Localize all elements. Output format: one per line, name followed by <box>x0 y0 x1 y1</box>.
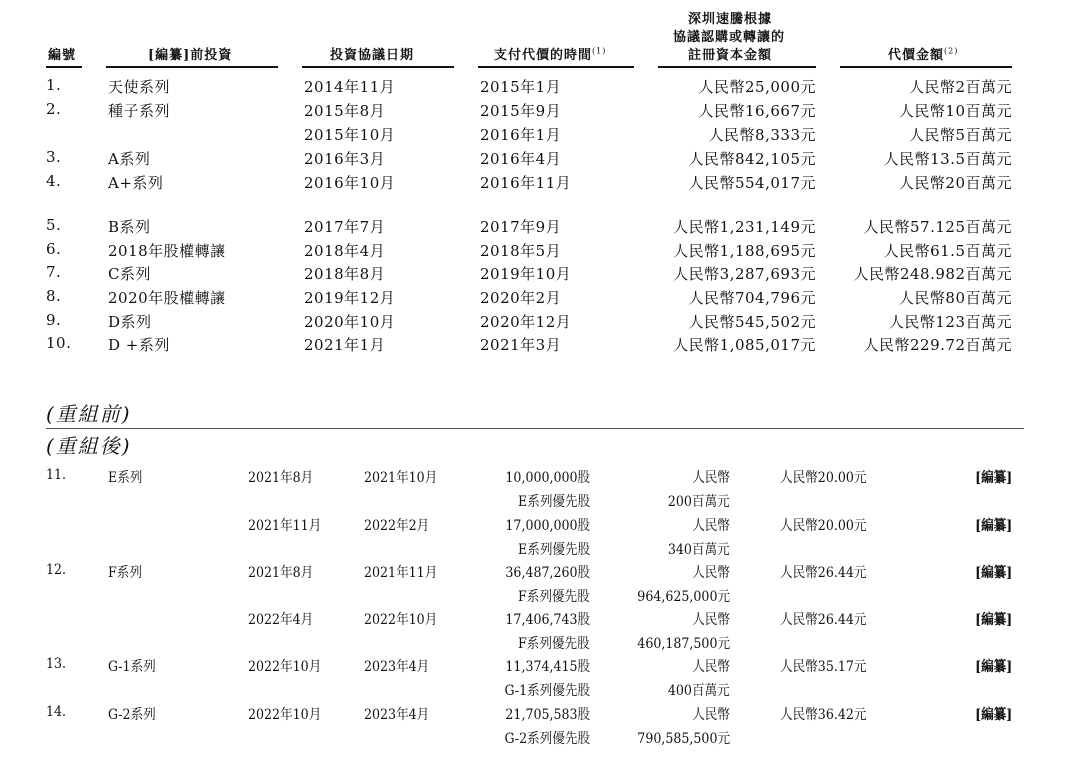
payment-date: 2023年4月 <box>364 659 430 675</box>
payment-date: 2019年10月 <box>480 265 572 283</box>
payment-date: 2016年11月 <box>480 174 572 192</box>
row-number: 7. <box>46 263 62 281</box>
agreement-date: 2014年11月 <box>304 78 396 96</box>
series-name: G-2系列 <box>108 707 156 723</box>
consideration-amount: 人民幣13.5百萬元 <box>883 150 1012 168</box>
series-name: B系列 <box>108 218 151 236</box>
share-type: F系列優先股 <box>518 589 590 605</box>
header-rule-pre-investment <box>106 66 278 68</box>
agreement-date: 2018年4月 <box>304 242 386 260</box>
series-name: E系列 <box>108 470 143 486</box>
agreement-date: 2021年8月 <box>248 470 314 486</box>
payment-date: 2023年4月 <box>364 707 430 723</box>
share-type: E系列優先股 <box>517 542 590 558</box>
share-count: 36,487,260股 <box>505 565 590 581</box>
payment-date: 2016年1月 <box>480 126 562 144</box>
header-rule-consideration <box>840 66 1012 68</box>
agreement-date: 2022年4月 <box>248 612 314 628</box>
section-title-before-reorganization: (重組前) <box>46 402 132 426</box>
share-count: 17,000,000股 <box>505 518 590 534</box>
footnote-1-ref: (1) <box>592 46 607 56</box>
payment-date: 2015年9月 <box>480 102 562 120</box>
consideration-amount: 人民幣5百萬元 <box>908 126 1012 144</box>
subscription-amount: 400百萬元 <box>668 683 730 699</box>
series-name: 2020年股權轉讓 <box>108 289 226 307</box>
registered-capital: 人民幣1,188,695元 <box>673 242 816 260</box>
registered-capital: 人民幣25,000元 <box>698 78 816 96</box>
header-consideration <box>888 44 958 63</box>
agreement-date: 2022年10月 <box>248 659 322 675</box>
series-name: D +系列 <box>108 336 170 354</box>
payment-date: 2022年2月 <box>364 518 430 534</box>
row-number: 1. <box>46 76 62 94</box>
header-consideration-label: 代價金額 <box>888 48 945 63</box>
share-type: G-1系列優先股 <box>504 683 590 699</box>
redacted-status: [編纂] <box>974 565 1012 581</box>
price-per-share: 人民幣36.42元 <box>780 707 867 723</box>
row-number: 11. <box>46 467 67 483</box>
payment-date: 2020年2月 <box>480 289 562 307</box>
registered-capital: 人民幣1,085,017元 <box>673 336 816 354</box>
price-per-share: 人民幣35.17元 <box>780 659 867 675</box>
registered-capital: 人民幣704,796元 <box>688 289 816 307</box>
consideration-amount: 人民幣80百萬元 <box>898 289 1012 307</box>
price-per-share: 人民幣20.00元 <box>780 518 867 534</box>
share-type: E系列優先股 <box>517 494 590 510</box>
consideration-amount: 人民幣57.125百萬元 <box>863 218 1012 236</box>
header-registered-capital-line1: 深圳速騰根據 <box>688 12 773 27</box>
row-number: 2. <box>46 100 62 118</box>
header-rule-agreement-date <box>302 66 454 68</box>
header-no: 編號 <box>48 48 77 63</box>
section-title-after-reorganization: (重組後) <box>46 434 132 458</box>
agreement-date: 2022年10月 <box>248 707 322 723</box>
header-rule-registered-capital <box>658 66 816 68</box>
subscription-amount: 200百萬元 <box>668 494 730 510</box>
header-registered-capital-line3: 註冊資本金額 <box>688 48 773 63</box>
row-number: 6. <box>46 240 62 258</box>
subscription-amount: 340百萬元 <box>668 542 730 558</box>
row-number: 10. <box>46 334 72 352</box>
header-payment-time-label: 支付代價的時間 <box>494 48 593 63</box>
subscription-amount-currency: 人民幣 <box>692 470 730 486</box>
price-per-share: 人民幣20.00元 <box>780 470 867 486</box>
agreement-date: 2016年10月 <box>304 174 396 192</box>
payment-date: 2015年1月 <box>480 78 562 96</box>
registered-capital: 人民幣545,502元 <box>688 313 816 331</box>
consideration-amount: 人民幣248.982百萬元 <box>853 265 1012 283</box>
share-type: G-2系列優先股 <box>504 731 590 747</box>
row-number: 4. <box>46 172 62 190</box>
payment-date: 2021年3月 <box>480 336 562 354</box>
redacted-status: [編纂] <box>974 518 1012 534</box>
registered-capital: 人民幣842,105元 <box>688 150 816 168</box>
consideration-amount: 人民幣123百萬元 <box>888 313 1012 331</box>
agreement-date: 2020年10月 <box>304 313 396 331</box>
subscription-amount-currency: 人民幣 <box>692 518 730 534</box>
consideration-amount: 人民幣20百萬元 <box>898 174 1012 192</box>
header-pre-investment: [編纂]前投資 <box>148 48 233 63</box>
series-name: 2018年股權轉讓 <box>108 242 226 260</box>
redacted-status: [編纂] <box>974 707 1012 723</box>
series-name: G-1系列 <box>108 659 156 675</box>
registered-capital: 人民幣3,287,693元 <box>673 265 816 283</box>
footnote-2-ref: (2) <box>944 46 959 56</box>
consideration-amount: 人民幣229.72百萬元 <box>863 336 1012 354</box>
payment-date: 2017年9月 <box>480 218 562 236</box>
consideration-amount: 人民幣10百萬元 <box>898 102 1012 120</box>
subscription-amount: 460,187,500元 <box>637 636 730 652</box>
share-count: 11,374,415股 <box>505 659 590 675</box>
share-count: 21,705,583股 <box>505 707 590 723</box>
agreement-date: 2021年11月 <box>248 518 322 534</box>
row-number: 12. <box>46 562 67 578</box>
agreement-date: 2019年12月 <box>304 289 396 307</box>
payment-date: 2016年4月 <box>480 150 562 168</box>
registered-capital: 人民幣8,333元 <box>708 126 816 144</box>
series-name: D系列 <box>108 313 152 331</box>
share-count: 17,406,743股 <box>505 612 590 628</box>
header-agreement-date: 投資協議日期 <box>330 48 415 63</box>
price-per-share: 人民幣26.44元 <box>780 565 867 581</box>
subscription-amount-currency: 人民幣 <box>692 565 730 581</box>
section-divider <box>46 428 1024 429</box>
row-number: 5. <box>46 216 62 234</box>
subscription-amount-currency: 人民幣 <box>692 612 730 628</box>
payment-date: 2021年11月 <box>364 565 438 581</box>
series-name: 種子系列 <box>108 102 171 120</box>
registered-capital: 人民幣16,667元 <box>698 102 816 120</box>
header-payment-time <box>494 44 606 63</box>
header-rule-no <box>46 66 82 68</box>
series-name: 天使系列 <box>108 78 171 96</box>
subscription-amount-currency: 人民幣 <box>692 659 730 675</box>
subscription-amount-currency: 人民幣 <box>692 707 730 723</box>
agreement-date: 2021年8月 <box>248 565 314 581</box>
redacted-status: [編纂] <box>974 659 1012 675</box>
share-count: 10,000,000股 <box>505 470 590 486</box>
agreement-date: 2015年8月 <box>304 102 386 120</box>
row-number: 8. <box>46 287 62 305</box>
agreement-date: 2016年3月 <box>304 150 386 168</box>
subscription-amount: 964,625,000元 <box>637 589 730 605</box>
share-type: F系列優先股 <box>518 636 590 652</box>
row-number: 13. <box>46 656 67 672</box>
registered-capital: 人民幣1,231,149元 <box>673 218 816 236</box>
row-number: 9. <box>46 311 62 329</box>
series-name: A+系列 <box>108 174 164 192</box>
series-name: A系列 <box>108 150 151 168</box>
payment-date: 2020年12月 <box>480 313 572 331</box>
price-per-share: 人民幣26.44元 <box>780 612 867 628</box>
agreement-date: 2015年10月 <box>304 126 396 144</box>
agreement-date: 2018年8月 <box>304 265 386 283</box>
series-name: F系列 <box>108 565 142 581</box>
payment-date: 2022年10月 <box>364 612 438 628</box>
header-rule-payment-time <box>478 66 634 68</box>
payment-date: 2018年5月 <box>480 242 562 260</box>
row-number: 14. <box>46 704 67 720</box>
row-number: 3. <box>46 148 62 166</box>
consideration-amount: 人民幣61.5百萬元 <box>883 242 1012 260</box>
subscription-amount: 790,585,500元 <box>637 731 730 747</box>
redacted-status: [編纂] <box>974 470 1012 486</box>
payment-date: 2021年10月 <box>364 470 438 486</box>
agreement-date: 2021年1月 <box>304 336 386 354</box>
redacted-status: [編纂] <box>974 612 1012 628</box>
registered-capital: 人民幣554,017元 <box>688 174 816 192</box>
series-name: C系列 <box>108 265 151 283</box>
header-registered-capital-line2: 協議認購或轉讓的 <box>673 30 786 45</box>
agreement-date: 2017年7月 <box>304 218 386 236</box>
consideration-amount: 人民幣2百萬元 <box>908 78 1012 96</box>
